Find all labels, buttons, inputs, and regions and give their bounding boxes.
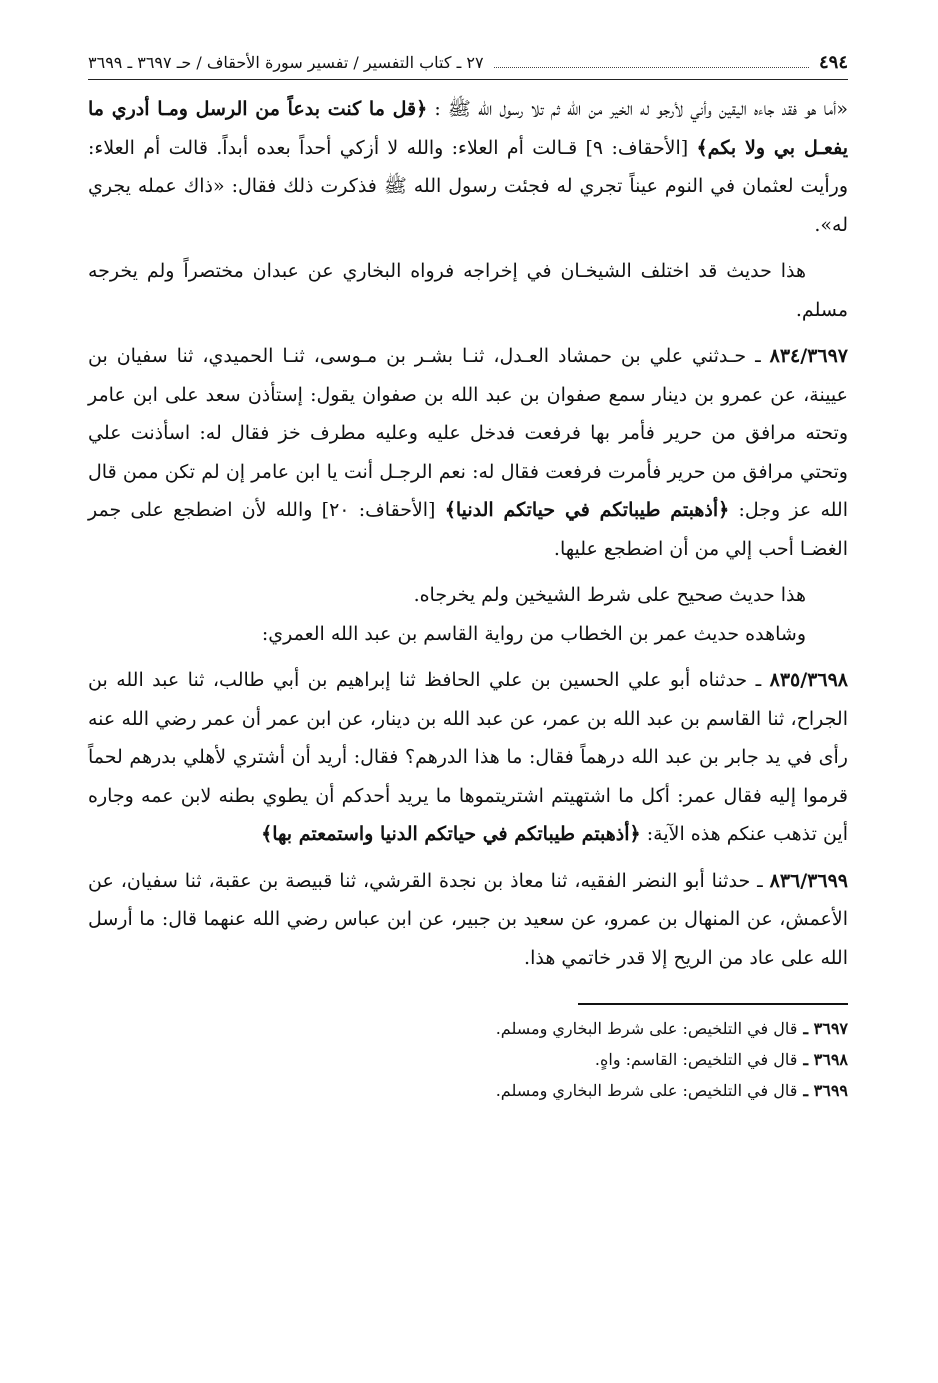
paragraph-grading: هذا حديث قد اختلف الشيخـان في إخراجه فرواه البخاري عن عبدان مختصراً ولم يخرجه مسلم. [88,260,848,321]
book-page [88,52,848,1106]
hadith-3699: ٨٣٦/٣٦٩٩ ـ حدثنا أبو النضر الفقيه، ثنا معاذ بن نجدة القرشي، ثنا قبيصة بن عقبة، ثنا سفيان، عن الأعمش، عن المنهال بن عمرو، عن سعيد بن جبير، عن ابن عباس رضي الله عنهما قال: ما أرسل الله على عاد من الريح إلا قدر خاتمي هذا. [88,869,848,969]
page-body [88,90,848,977]
page-number: ٤٩٤ [818,52,848,73]
quran-verse: ﴿أذهبتم طيباتكم في حياتكم الدنيا﴾ [444,499,730,521]
hadith-number: ٨٣٦/٣٦٩٩ [769,869,848,892]
quran-verse: ﴿قل ما كنت بدعاً من الرسل ومـا أدري ما يفعـل بي ولا بكم﴾ [88,98,848,159]
running-header [88,52,848,80]
footnote: ٣٦٩٨ ـ قال في التلخيص: القاسم: واهٍ. [594,1050,848,1069]
hadith-3698: ٨٣٥/٣٦٩٨ ـ حدثناه أبو علي الحسين بن علي الحافظ ثنا إبراهيم بن أبي طالب، ثنا عبد الله بن الجراح، ثنا القاسم بن عبد الله بن عمر، عن عبد الله بن دينار، عن ابن عمر أن عمر رضي الله عنه رأى في يد جابر بن عبد الله درهماً فقال: ما هذا الدرهم؟ فقال: أريد أن أشتري لأهلي بدرهم لحماً قرموا إليه فقال عمر: أكل ما اشتهيتم اشتريتموها ما يريد أحدكم أن يطوي بطنه لابن عمه وجاره أين تذهب عنكم هذه الآية: ﴿أذهبتم طيباتكم في حياتكم الدنيا واستمعتم بها﴾ [88,669,848,845]
footnotes [88,1003,848,1106]
paragraph-continuation: «أما هو فقد جاءه اليقين وأني لأرجو له الخير من الله ثم تلا رسول الله ﷺ : ﴿قل ما كنت بدعاً من الرسل ومـا أدري ما يفعـل بي ولا بكم﴾ [الأحقاف: ٩] قـالت أم العلاء: والله لا أزكي أحداً بعده أبداً. قالت أم العلاء: ورأيت لعثمان في النوم عيناً تجري له فجئت رسول الله ﷺ فذكرت ذلك فقال: «ذاك عمله يجري له». [88,98,848,236]
footnote: ٣٦٩٧ ـ قال في التلخيص: على شرط البخاري ومسلم. [495,1019,848,1038]
header-title: ٢٧ ـ كتاب التفسير / تفسير سورة الأحقاف / حـ ٣٦٩٧ ـ ٣٦٩٩ [88,53,484,72]
hadith-3697: ٨٣٤/٣٦٩٧ ـ حـدثني علي بن حمشاد العـدل، ثنـا بشـر بن مـوسى، ثنـا الحميدي، ثنا سفيان بن عيينة، عن عمرو بن دينار سمع صفوان بن عبد الله بن صفوان يقول: إستأذن سعد على ابن عامر وتحته مرافق من حرير فأمر بها فرفعت فدخل عليه وعليه مطرف خز فقال له: اسأذنت علي وتحتي مرافق من حرير فأمرت فرفعت فقال له: نعم الرجـل أنت يا ابن عامر إن لم تكن ممن قال الله عز وجل: ﴿أذهبتم طيباتكم في حياتكم الدنيا﴾ [الأحقاف: ٢٠] والله لأن اضطجع على جمر الغضـا أحب إلي من أن اضطجع عليها. [88,345,848,560]
hadith-number: ٨٣٤/٣٦٩٧ [769,345,848,367]
hadith-number: ٨٣٥/٣٦٩٨ [769,669,848,691]
footnote-divider [578,1003,848,1005]
quran-verse: ﴿أذهبتم طيباتكم في حياتكم الدنيا واستمعتم بها﴾ [261,823,641,845]
header-dots [494,67,809,68]
paragraph-witness: وشاهده حديث عمر بن الخطاب من رواية القاسم بن عبد الله العمري: [261,622,806,645]
paragraph-grading: هذا حديث صحيح على شرط الشيخين ولم يخرجاه. [413,584,806,606]
footnote: ٣٦٩٩ ـ قال في التلخيص: على شرط البخاري ومسلم. [495,1081,848,1100]
